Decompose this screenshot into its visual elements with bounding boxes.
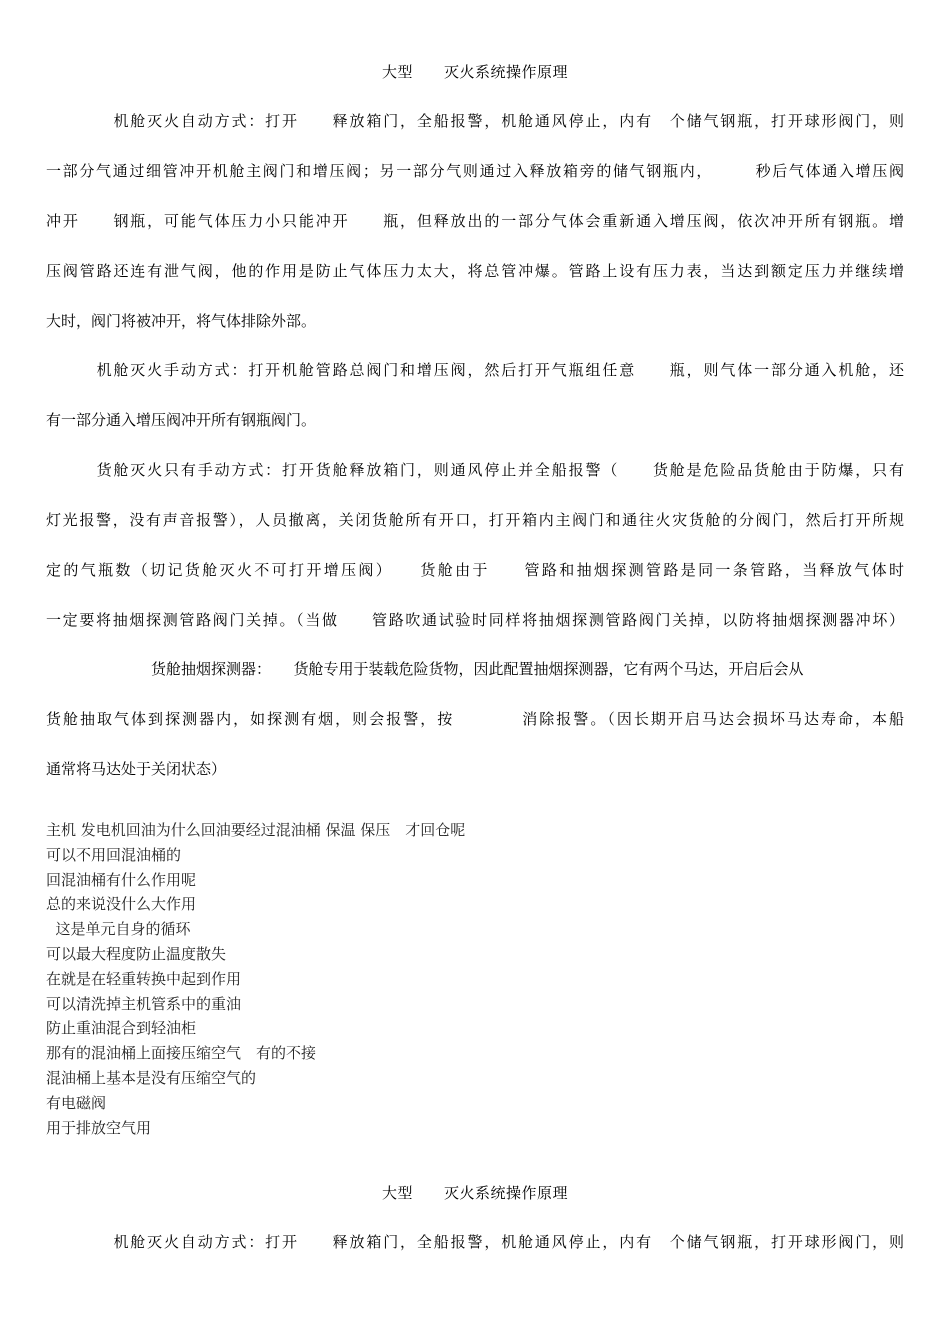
qa-line: 回混油桶有什么作用呢 xyxy=(46,870,197,889)
repeated-text-line: 机舱灭火自动方式：打开 释放箱门，全船报警，机舱通风停止，内有 个储气钢瓶，打开球形阀门，则 xyxy=(46,1233,904,1251)
text-line: 定的气瓶数（切记货舱灭火不可打开增压阀） 货舱由于 管路和抽烟探测管路是同一条管路，当释放气体时 xyxy=(46,561,904,579)
text-line: 有一部分通入增压阀冲开所有钢瓶阀门。 xyxy=(46,411,317,429)
text-line: 一部分气通过细管冲开机舱主阀门和增压阀；另一部分气则通过入释放箱旁的储气钢瓶内， 秒后气体通入增压阀 xyxy=(46,162,904,180)
document-title: 大型 灭火系统操作原理 xyxy=(381,63,568,81)
text-line: 大时，阀门将被冲开，将气体排除外部。 xyxy=(46,312,317,330)
text-line: 机舱灭火手动方式：打开机舱管路总阀门和增压阀，然后打开气瓶组任意 瓶，则气体一部分通入机舱，还 xyxy=(46,361,904,379)
text-line: 货舱抽取气体到探测器内，如探测有烟，则会报警，按 消除报警。（因长期开启马达会损坏马达寿命，本船 xyxy=(46,710,904,728)
text-line: 货舱抽烟探测器： 货舱专用于装载危险货物，因此配置抽烟探测器，它有两个马达，开启后会从 xyxy=(46,660,804,678)
text-line: 冲开 钢瓶，可能气体压力小只能冲开 瓶，但释放出的一部分气体会重新通入增压阀，依次冲开所有钢瓶。增 xyxy=(46,212,904,230)
text-line: 一定要将抽烟探测管路阀门关掉。（当做 管路吹通试验时同样将抽烟探测管路阀门关掉，以防将抽烟探测器冲坏） xyxy=(46,611,904,629)
text-line: 压阀管路还连有泄气阀，他的作用是防止气体压力太大，将总管冲爆。管路上设有压力表，当达到额定压力并继续增 xyxy=(46,262,904,280)
qa-line: 这是单元自身的循环 xyxy=(46,920,191,939)
qa-line: 混油桶上基本是没有压缩空气的 xyxy=(46,1068,257,1087)
text-line: 灯光报警，没有声音报警），人员撤离，关闭货舱所有开口，打开箱内主阀门和通往火灾货舱的分阀门，然后打开所规 xyxy=(46,511,904,529)
qa-line: 用于排放空气用 xyxy=(46,1118,152,1137)
mixing-tank-qa-section xyxy=(46,818,465,1140)
repeated-document-title: 大型 灭火系统操作原理 xyxy=(381,1184,568,1202)
text-line: 通常将马达处于关闭状态） xyxy=(46,760,227,778)
qa-line: 防止重油混合到轻油柜 xyxy=(46,1019,197,1038)
qa-line: 主机 发电机回油为什么回油要经过混油桶 保温 保压 才回仓呢 xyxy=(46,821,466,839)
text-line: 机舱灭火自动方式：打开 释放箱门，全船报警，机舱通风停止，内有 个储气钢瓶，打开球形阀门，则 xyxy=(46,112,904,130)
text-line: 货舱灭火只有手动方式：打开货舱释放箱门，则通风停止并全船报警（ 货舱是危险品货舱由于防爆，只有 xyxy=(46,461,904,479)
qa-line: 有电磁阀 xyxy=(46,1093,107,1112)
qa-line: 总的来说没什么大作用 xyxy=(46,895,197,914)
qa-line: 在就是在轻重转换中起到作用 xyxy=(46,969,242,988)
qa-line: 可以不用回混油桶的 xyxy=(46,845,182,864)
qa-line: 可以最大程度防止温度散失 xyxy=(46,944,227,963)
qa-line: 可以清洗掉主机管系中的重油 xyxy=(46,994,242,1013)
qa-line: 那有的混油桶上面接压缩空气 有的不接 xyxy=(46,1044,317,1063)
